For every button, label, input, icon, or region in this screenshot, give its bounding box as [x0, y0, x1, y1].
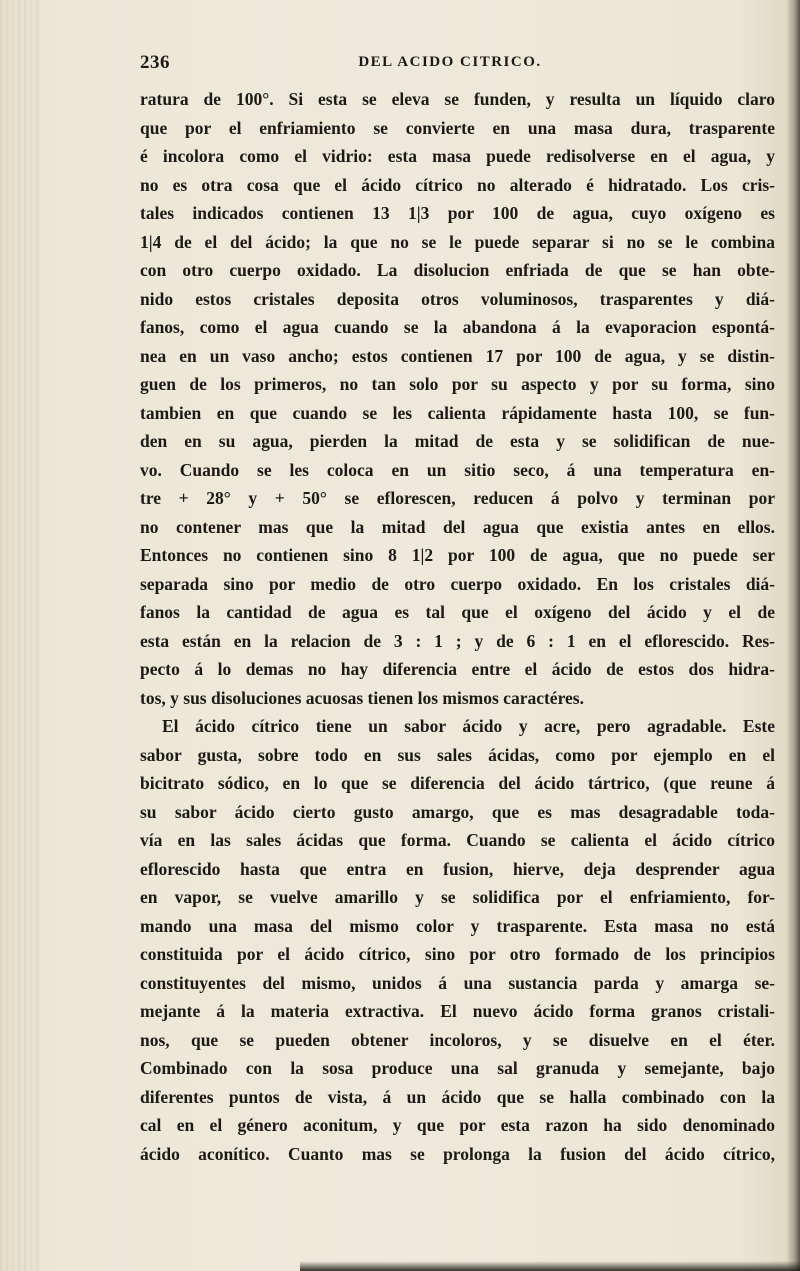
text-line: constituyentes del mismo, unidos á una sustancia parda y amarga se-: [140, 972, 775, 993]
text-line: Combinado con la sosa produce una sal granuda y semejante, bajo: [140, 1058, 775, 1078]
text-line: pecto á lo demas no hay diferencia entre el ácido de estos dos hidra-: [140, 659, 775, 679]
page-gutter: [0, 0, 40, 1271]
text-line: no contener mas que la mitad del agua que existia antes en ellos.: [140, 516, 775, 537]
text-line: su sabor ácido cierto gusto amargo, que es mas desagradable toda-: [140, 801, 775, 822]
text-line: ratura de 100°. Si esta se eleva se funden, y resulta un líquido claro: [140, 89, 775, 109]
text-line: que por el enfriamiento se convierte en una masa dura, trasparente: [140, 117, 775, 138]
text-line: no es otra cosa que el ácido cítrico no alterado é hidratado. Los cris-: [140, 174, 775, 195]
text-line: 1|4 de el del ácido; la que no se le puede separar si no se le combina: [140, 231, 775, 252]
running-head: DEL ACIDO CITRICO.: [358, 54, 542, 70]
body-text: [140, 85, 775, 1168]
text-line: diferentes puntos de vista, á un ácido que se halla combinado con la: [140, 1086, 775, 1107]
text-line: constituida por el ácido cítrico, sino por otro formado de los principios: [140, 944, 775, 964]
text-line: nea en un vaso ancho; estos contienen 17 por 100 de agua, y se distin-: [140, 345, 775, 366]
page-bottom-shadow: [300, 1261, 800, 1271]
text-line: esta están en la relacion de 3 : 1 ; y de 6 : 1 en el eflorescido. Res-: [140, 630, 775, 651]
text-line: sabor gusta, sobre todo en sus sales ácidas, como por ejemplo en el: [140, 744, 775, 765]
text-line: separada sino por medio de otro cuerpo oxidado. En los cristales diá-: [140, 573, 775, 594]
text-line: ácido aconítico. Cuanto mas se prolonga la fusion del ácido cítrico,: [140, 1143, 775, 1164]
text-line: fanos la cantidad de agua es tal que el oxígeno del ácido y el de: [140, 602, 775, 622]
text-line: den en su agua, pierden la mitad de esta y se solidifican de nue-: [140, 431, 775, 451]
text-line: é incolora como el vidrio: esta masa puede redisolverse en el agua, y: [140, 146, 775, 166]
text-line: Entonces no contienen sino 8 1|2 por 100 de agua, que no puede ser: [140, 545, 775, 565]
page-number: 236: [140, 52, 170, 73]
text-line: vía en las sales ácidas que forma. Cuando se calienta el ácido cítrico: [140, 830, 775, 850]
text-line: mando una masa del mismo color y trasparente. Esta masa no está: [140, 915, 775, 936]
page-header: [130, 50, 770, 80]
text-line: bicitrato sódico, en lo que se diferencia del ácido tártrico, (que reune á: [140, 773, 775, 793]
paragraph-start: El ácido cítrico tiene un sabor ácido y acre, pero agradable. Este: [162, 716, 775, 736]
text-line: vo. Cuando se les coloca en un sitio seco, á una temperatura en-: [140, 459, 775, 480]
page-edge-shadow: [786, 0, 800, 1271]
text-line: tre + 28° y + 50° se eflorescen, reducen á polvo y terminan por: [140, 488, 775, 508]
text-line: nos, que se pueden obtener incoloros, y se disuelve en el éter.: [140, 1029, 775, 1050]
text-line: en vapor, se vuelve amarillo y se solidifica por el enfriamiento, for-: [140, 887, 775, 907]
text-line: cal en el género aconitum, y que por esta razon ha sido denominado: [140, 1115, 775, 1135]
text-line: fanos, como el agua cuando se la abandona á la evaporacion espontá-: [140, 317, 775, 337]
text-line: nido estos cristales deposita otros voluminosos, trasparentes y diá-: [140, 288, 775, 309]
text-line: eflorescido hasta que entra en fusion, hierve, deja desprender agua: [140, 858, 775, 879]
text-line: tambien en que cuando se les calienta rápidamente hasta 100, se fun-: [140, 402, 775, 423]
text-line: tales indicados contienen 13 1|3 por 100 de agua, cuyo oxígeno es: [140, 203, 775, 223]
text-line: guen de los primeros, no tan solo por su aspecto y por su forma, sino: [140, 374, 775, 394]
text-line: mejante á la materia extractiva. El nuevo ácido forma granos cristali-: [140, 1001, 775, 1021]
text-line: tos, y sus disoluciones acuosas tienen los mismos caractéres.: [140, 687, 584, 708]
text-line: con otro cuerpo oxidado. La disolucion enfriada de que se han obte-: [140, 260, 775, 280]
